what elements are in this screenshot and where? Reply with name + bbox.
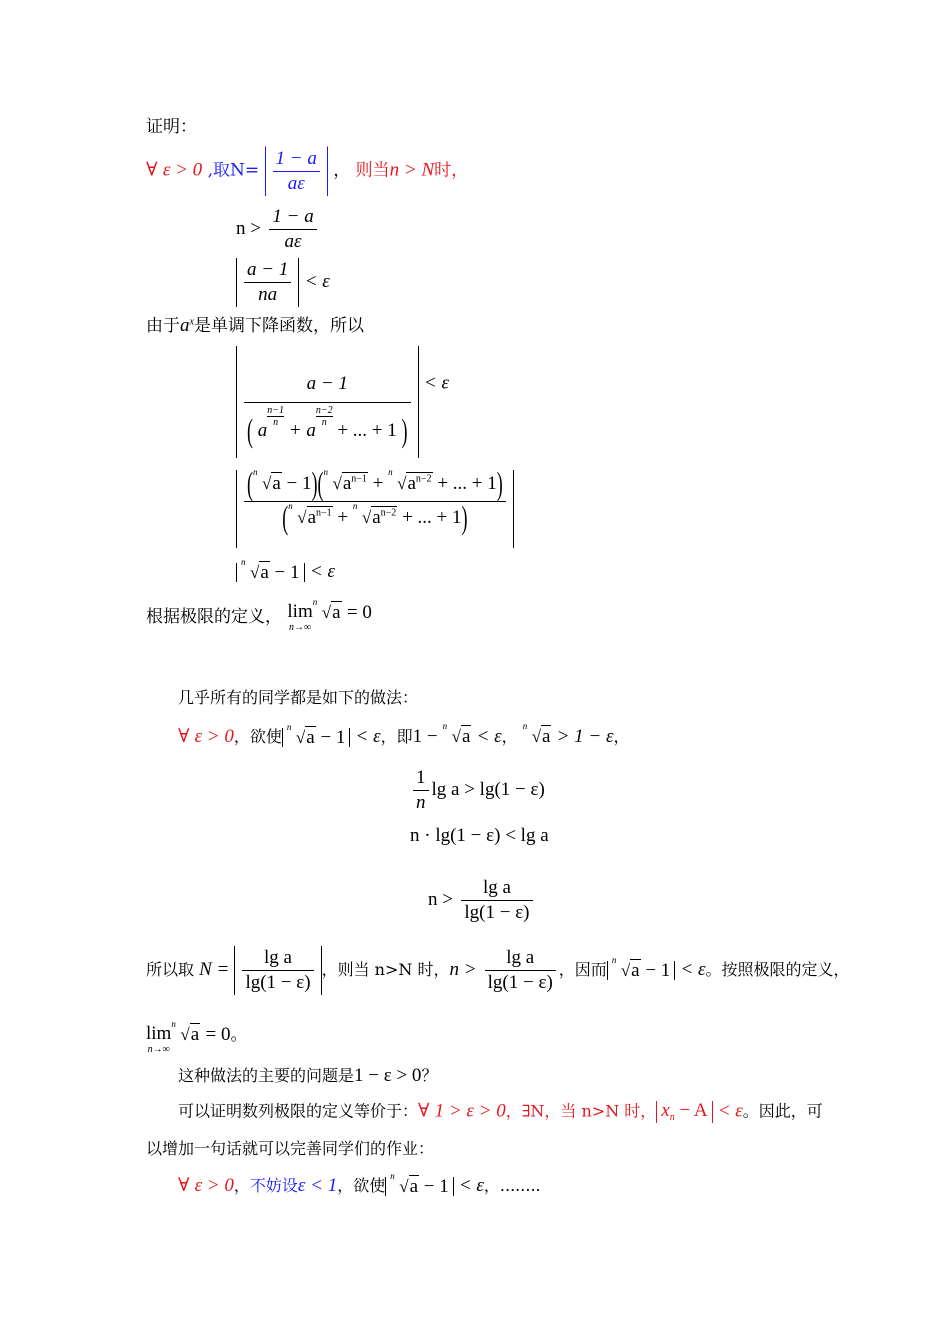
root-a-exp2: n $√a^{n-2}$ bbox=[388, 467, 432, 494]
step3 bbox=[236, 346, 449, 458]
step3-fraction bbox=[244, 372, 411, 449]
monotone-pre: 由于 bbox=[146, 316, 180, 336]
paren-left: ( bbox=[247, 412, 253, 449]
n-fraction bbox=[273, 147, 320, 196]
lim: lim n→∞ bbox=[287, 601, 313, 633]
conclusion1-eq: = 0 bbox=[346, 602, 372, 623]
step1-fraction bbox=[269, 205, 316, 254]
step2-fraction bbox=[244, 258, 291, 307]
step3-rhs: < ε bbox=[423, 372, 449, 394]
n-gt-N: n > N bbox=[389, 159, 435, 181]
step3-denominator bbox=[244, 403, 411, 449]
take-floor: $\frac{\text{lg a}}{\lg(1 - \varepsilon)}$ bbox=[234, 946, 321, 995]
step4-denominator: ( n $√a^{n-1}$ + n $√a^{n-2}$ + ... + 1) bbox=[282, 500, 468, 537]
equivalence-line2: 以增加一句话就可以完善同学们的作业： bbox=[146, 1139, 435, 1158]
den-exp1: $\frac{n-1}{n}$ bbox=[267, 404, 284, 428]
conclusion1 bbox=[146, 597, 372, 633]
comma: ， bbox=[333, 160, 351, 181]
forall-symbol: ∀ bbox=[146, 159, 158, 181]
students-forall-line: ∀ ε > 0，欲使 n √a − 1 < ε，即1 − n √a < ε， n √a > 1 − ε， bbox=[178, 721, 630, 748]
intro-line bbox=[146, 146, 468, 196]
students-intro: 几乎所有的同学都是如下的做法： bbox=[178, 688, 419, 707]
time-text: 时， bbox=[434, 160, 469, 181]
step3-abs bbox=[236, 346, 419, 458]
step4 bbox=[236, 466, 514, 548]
den-a1: a bbox=[257, 419, 268, 441]
step1 bbox=[236, 205, 320, 254]
step5-abs: n √a − 1 bbox=[236, 563, 305, 582]
n-fraction-denominator: aε bbox=[287, 172, 305, 194]
step4-abs bbox=[236, 466, 514, 548]
conclusion1-root: n √a bbox=[312, 597, 341, 623]
step2-abs bbox=[236, 258, 299, 307]
paren-right: ) bbox=[401, 412, 408, 449]
step2-rhs: < ε bbox=[304, 270, 330, 292]
take-line: 所以取 N = $\frac{\text{lg a}}{\lg(1 - \varepsilon)}$ ，则当 n>N 时，n > $\frac{\text{lg a}}{\lg(1 - \varepsilon)}$ ，因而 n √a − 1 < ε。按照极限的定义， bbox=[146, 947, 850, 993]
monotone-text bbox=[146, 316, 364, 335]
eq-b: n · lg(1 − ε) < lg a bbox=[410, 825, 549, 846]
proof-label: 证明： bbox=[146, 117, 197, 137]
step1-numerator: 1 − a bbox=[269, 205, 316, 230]
eq-c: n > $\frac{\text{lg a}}{\lg(1 - \varepsilon)}$ bbox=[428, 876, 536, 925]
root-a-exp1: n $√a^{n-1}$ bbox=[323, 467, 367, 494]
den-exp2: $\frac{n-2}{n}$ bbox=[315, 404, 333, 428]
when-text: 则当 bbox=[355, 160, 390, 181]
monotone-post: 是单调下降函数，所以 bbox=[193, 316, 364, 336]
step1-lhs: n > bbox=[236, 217, 261, 239]
lim2: lim n→∞ bbox=[146, 1023, 172, 1055]
problem-line: 这种做法的主要的问题是1 − ε > 0？ bbox=[178, 1065, 438, 1086]
step5-rhs: < ε bbox=[309, 561, 335, 582]
floor-bracket bbox=[265, 146, 328, 196]
eq-a-rest: lg a > lg(1 − ε) bbox=[431, 778, 545, 800]
fix-line: ∀ ε > 0，不妨设ε < 1，欲使 n √a − 1 < ε，........ bbox=[178, 1171, 541, 1197]
step4-fraction bbox=[244, 466, 506, 537]
equivalence-line: 可以证明数列极限的定义等价于：∀ 1 > ε > 0，∃N，当 n>N 时， $x_n - A < \varepsilon$。因此，可 bbox=[178, 1100, 823, 1123]
step2 bbox=[236, 258, 330, 307]
step4-numerator: ( n √a − 1)( n $√a^{n-1}$ + n $√a^{n-2}$ + ... + 1) bbox=[244, 472, 506, 502]
n-fraction-numerator: 1 − a bbox=[273, 147, 320, 172]
eq-a bbox=[410, 766, 545, 815]
step2-denominator: na bbox=[258, 283, 278, 305]
monotone-base: a bbox=[180, 315, 190, 336]
den-tail: + ... + 1 bbox=[337, 419, 397, 441]
conclusion1-text: 根据极限的定义， bbox=[146, 607, 282, 627]
step1-denominator: aε bbox=[284, 230, 302, 252]
den-a2: + a bbox=[288, 419, 316, 441]
step5 bbox=[236, 557, 335, 583]
step3-numerator: a − 1 bbox=[244, 372, 411, 403]
eq-c-frac: $\frac{\text{lg a}}{\lg(1 - \varepsilon)}$ bbox=[461, 876, 532, 925]
lim-line: lim n→∞ n √a = 0。 bbox=[146, 1019, 248, 1055]
monotone-exp: x bbox=[189, 316, 194, 328]
root-a: n √a bbox=[253, 467, 281, 494]
take-n-text: ,取N= bbox=[207, 160, 260, 181]
eq-a-frac: $\frac{1}{n}$ bbox=[413, 766, 429, 815]
step2-numerator: a − 1 bbox=[244, 258, 291, 283]
eps-condition: ε > 0 bbox=[162, 159, 203, 181]
